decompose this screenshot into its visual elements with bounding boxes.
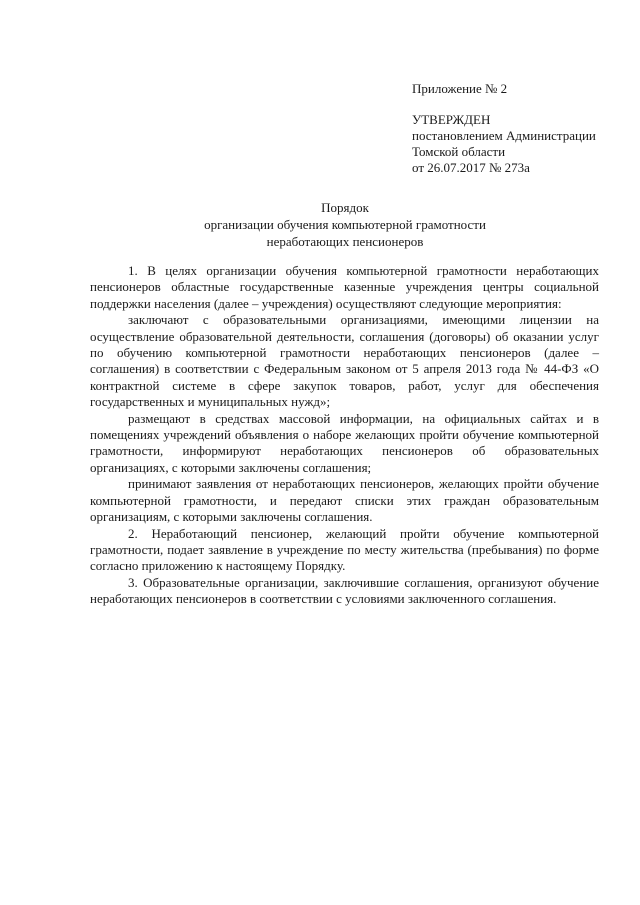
- approval-line-2: Томской области: [412, 144, 506, 159]
- title-line-3: неработающих пенсионеров: [266, 234, 424, 249]
- approval-date: от 26.07.2017 № 273а: [412, 160, 530, 175]
- appendix-label: Приложение № 2: [412, 81, 508, 96]
- document-body: [90, 263, 599, 608]
- approval-line-1: постановлением Администрации: [412, 128, 596, 143]
- paragraph-1: 1. В целях организации обучения компьютерной грамотности неработающих пенсионеров областные государственные казенные учреждения центры социальной поддержки населения (далее – учреждения) осуществляют следующие мероприятия:: [90, 263, 599, 311]
- title-line-2: организации обучения компьютерной грамотности: [204, 217, 486, 232]
- approval-block: [412, 112, 596, 176]
- document-title: [90, 199, 600, 250]
- paragraph-3: размещают в средствах массовой информации, на официальных сайтах и в помещениях учреждений объявления о наборе желающих пройти обучение компьютерной грамотности, информируют неработающих пенсионеров об образовательных организациях, с которыми заключены соглашения;: [90, 410, 599, 475]
- paragraph-2: заключают с образовательными организациями, имеющими лицензии на осуществление образовательной деятельности, соглашения (договоры) об оказании услуг по обучению компьютерной грамотности неработающих пенсионеров (далее – соглашения) в соответствии с Федеральным законом от 5 апреля 2013 года № 44-ФЗ «О контрактной системе в сфере закупок товаров, работ, услуг для обеспечения государственных и муниципальных нужд»;: [90, 312, 599, 410]
- approval-status: УТВЕРЖДЕН: [412, 112, 491, 127]
- paragraph-4: принимают заявления от неработающих пенсионеров, желающих пройти обучение компьютерной грамотности, и передают списки этих граждан образовательным организациям, с которыми заключены соглашения.: [90, 476, 599, 525]
- title-line-1: Порядок: [321, 200, 369, 215]
- paragraph-6: 3. Образовательные организации, заключившие соглашения, организуют обучение неработающих пенсионеров в соответствии с условиями заключенного соглашения.: [90, 574, 599, 607]
- paragraph-5: 2. Неработающий пенсионер, желающий пройти обучение компьютерной грамотности, подает заявление в учреждение по месту жительства (пребывания) по форме согласно приложению к настоящему Порядку.: [90, 525, 599, 574]
